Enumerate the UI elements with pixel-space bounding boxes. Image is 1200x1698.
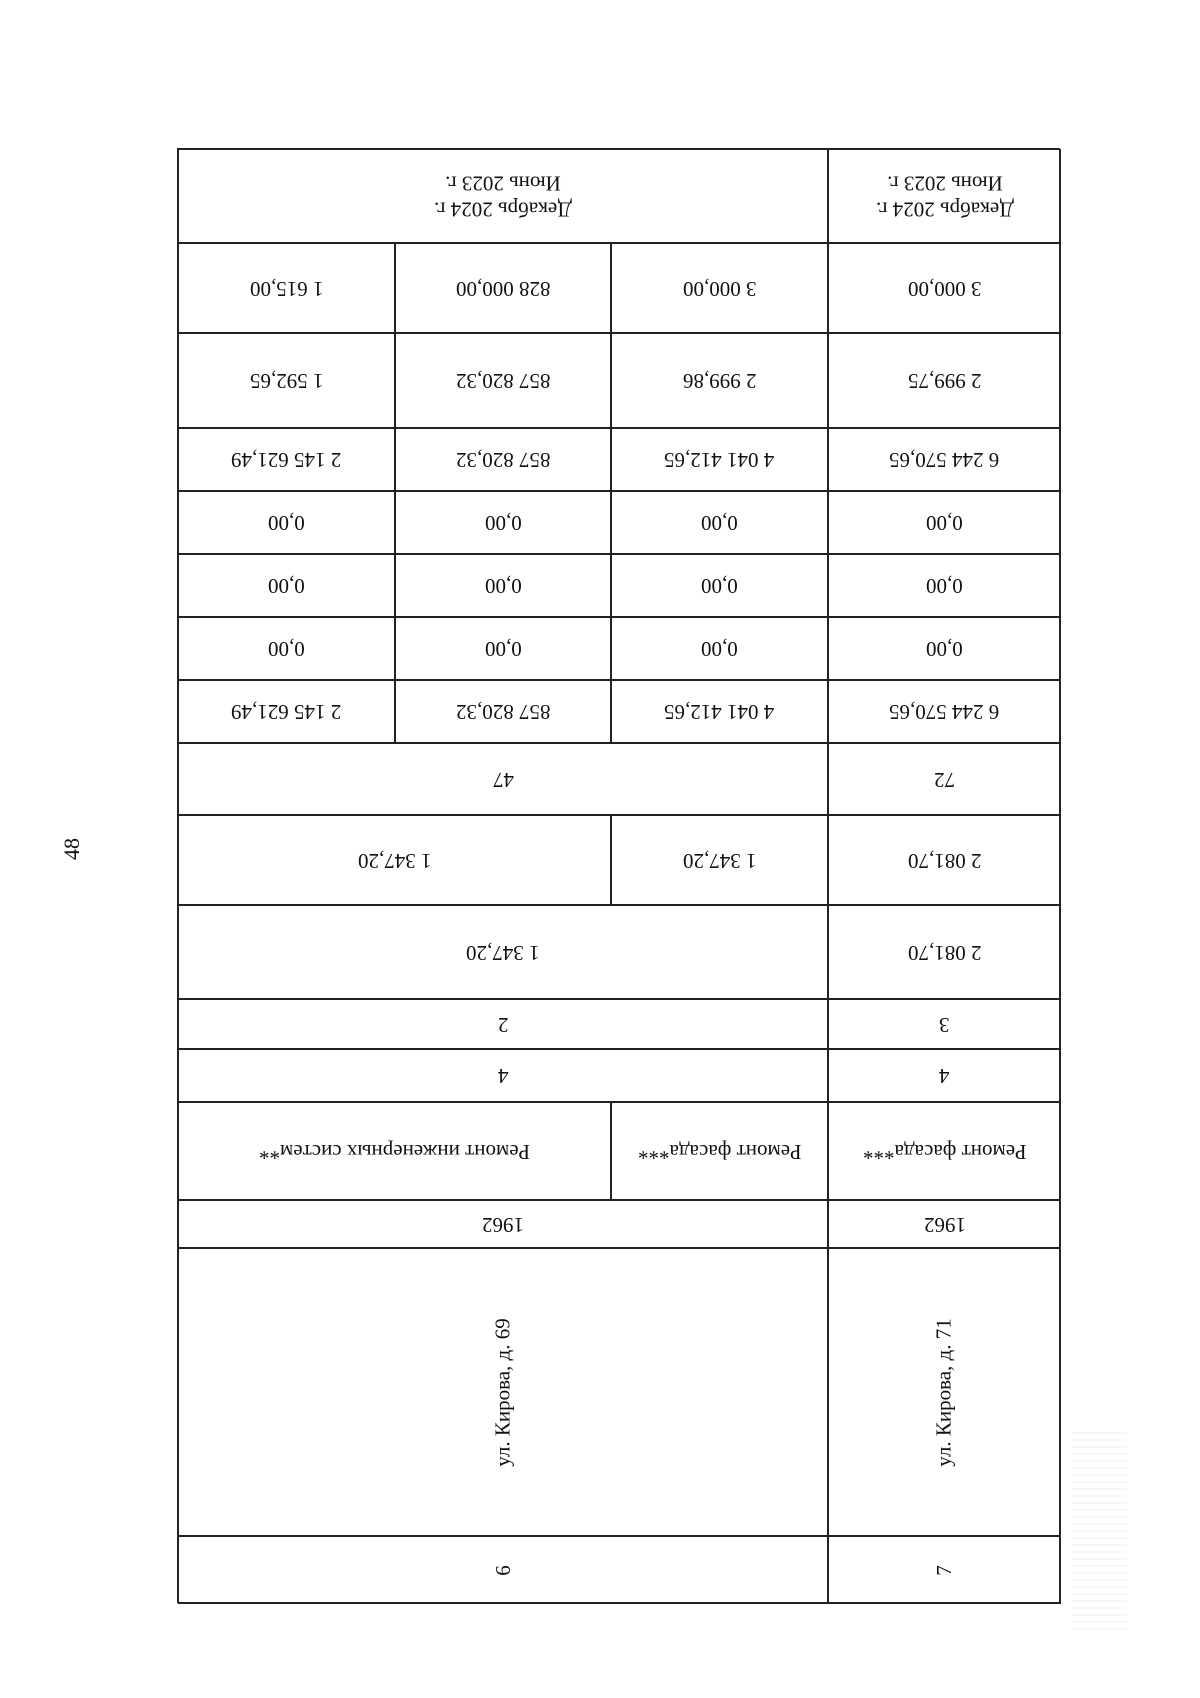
regional-cost-cell-6b: 0,00 xyxy=(395,554,611,617)
unit-cost-cell-6a: 2 999,86 xyxy=(611,333,828,428)
address-cell-6: ул. Кирова, д. 69 xyxy=(178,1248,828,1536)
page-number: 48 xyxy=(59,838,84,860)
owners-cost-cell-6a: 4 041 412,65 xyxy=(611,428,828,491)
limit-cost-cell-6b: 828 000,00 xyxy=(395,243,611,333)
period-start: Июнь 2023 г. xyxy=(886,171,1003,195)
total-cost-cell-7: 6 244 570,65 xyxy=(828,680,1061,743)
floors-cell-6: 4 xyxy=(178,1049,828,1102)
fund-cost-cell-6b: 0,00 xyxy=(395,617,611,680)
work-type-cell-6a: Ремонт фасада*** xyxy=(611,1102,828,1200)
floors-cell-7: 4 xyxy=(828,1049,1061,1102)
regional-cost-cell-6c: 0,00 xyxy=(178,554,395,617)
number-cell-7: 7 xyxy=(828,1536,1061,1604)
local-cost-cell-7: 0,00 xyxy=(828,491,1061,554)
repair-schedule-table xyxy=(177,148,1060,1603)
limit-cost-cell-6a: 3 000,00 xyxy=(611,243,828,333)
living-area-cell-7: 2 081,70 xyxy=(828,815,1061,905)
owners-cost-cell-6c: 2 145 621,49 xyxy=(178,428,395,491)
local-cost-cell-6b: 0,00 xyxy=(395,491,611,554)
period-cell-6: Декабрь 2024 г. Июнь 2023 г. xyxy=(178,149,828,243)
address-cell-7: ул. Кирова, д. 71 xyxy=(828,1248,1061,1536)
regional-cost-cell-6a: 0,00 xyxy=(611,554,828,617)
period-cell-7 xyxy=(828,149,1061,243)
year-cell-7: 1962 xyxy=(828,1200,1061,1248)
fund-cost-cell-6a: 0,00 xyxy=(611,617,828,680)
year-cell-6: 1962 xyxy=(178,1200,828,1248)
total-cost-cell-6c: 2 145 621,49 xyxy=(178,680,395,743)
total-area-cell-7: 2 081,70 xyxy=(828,905,1061,999)
living-area-cell-6b: 1 347,20 xyxy=(178,815,611,905)
limit-cost-cell-7: 3 000,00 xyxy=(828,243,1061,333)
fund-cost-cell-7: 0,00 xyxy=(828,617,1061,680)
entrances-cell-6: 2 xyxy=(178,999,828,1049)
regional-cost-cell-7: 0,00 xyxy=(828,554,1061,617)
residents-cell-7: 72 xyxy=(828,743,1061,815)
limit-cost-cell-6c: 1 615,00 xyxy=(178,243,395,333)
unit-cost-cell-7: 2 999,75 xyxy=(828,333,1061,428)
unit-cost-cell-6c: 1 592,65 xyxy=(178,333,395,428)
fund-cost-cell-6c: 0,00 xyxy=(178,617,395,680)
local-cost-cell-6a: 0,00 xyxy=(611,491,828,554)
scan-artifact xyxy=(1072,1430,1127,1630)
unit-cost-cell-6b: 857 820,32 xyxy=(395,333,611,428)
owners-cost-cell-7: 6 244 570,65 xyxy=(828,428,1061,491)
residents-cell-6: 47 xyxy=(178,743,828,815)
total-cost-cell-6a: 4 041 412,65 xyxy=(611,680,828,743)
total-cost-cell-6b: 857 820,32 xyxy=(395,680,611,743)
work-type-cell-6b: Ремонт инженерных систем** xyxy=(178,1102,611,1200)
owners-cost-cell-6b: 857 820,32 xyxy=(395,428,611,491)
total-area-cell-6: 1 347,20 xyxy=(178,905,828,999)
living-area-cell-6a: 1 347,20 xyxy=(611,815,828,905)
local-cost-cell-6c: 0,00 xyxy=(178,491,395,554)
period-end: Декабрь 2024 г. xyxy=(875,197,1014,222)
work-type-cell-7: Ремонт фасада*** xyxy=(828,1102,1061,1200)
number-cell-6: 6 xyxy=(178,1536,828,1604)
entrances-cell-7: 3 xyxy=(828,999,1061,1049)
